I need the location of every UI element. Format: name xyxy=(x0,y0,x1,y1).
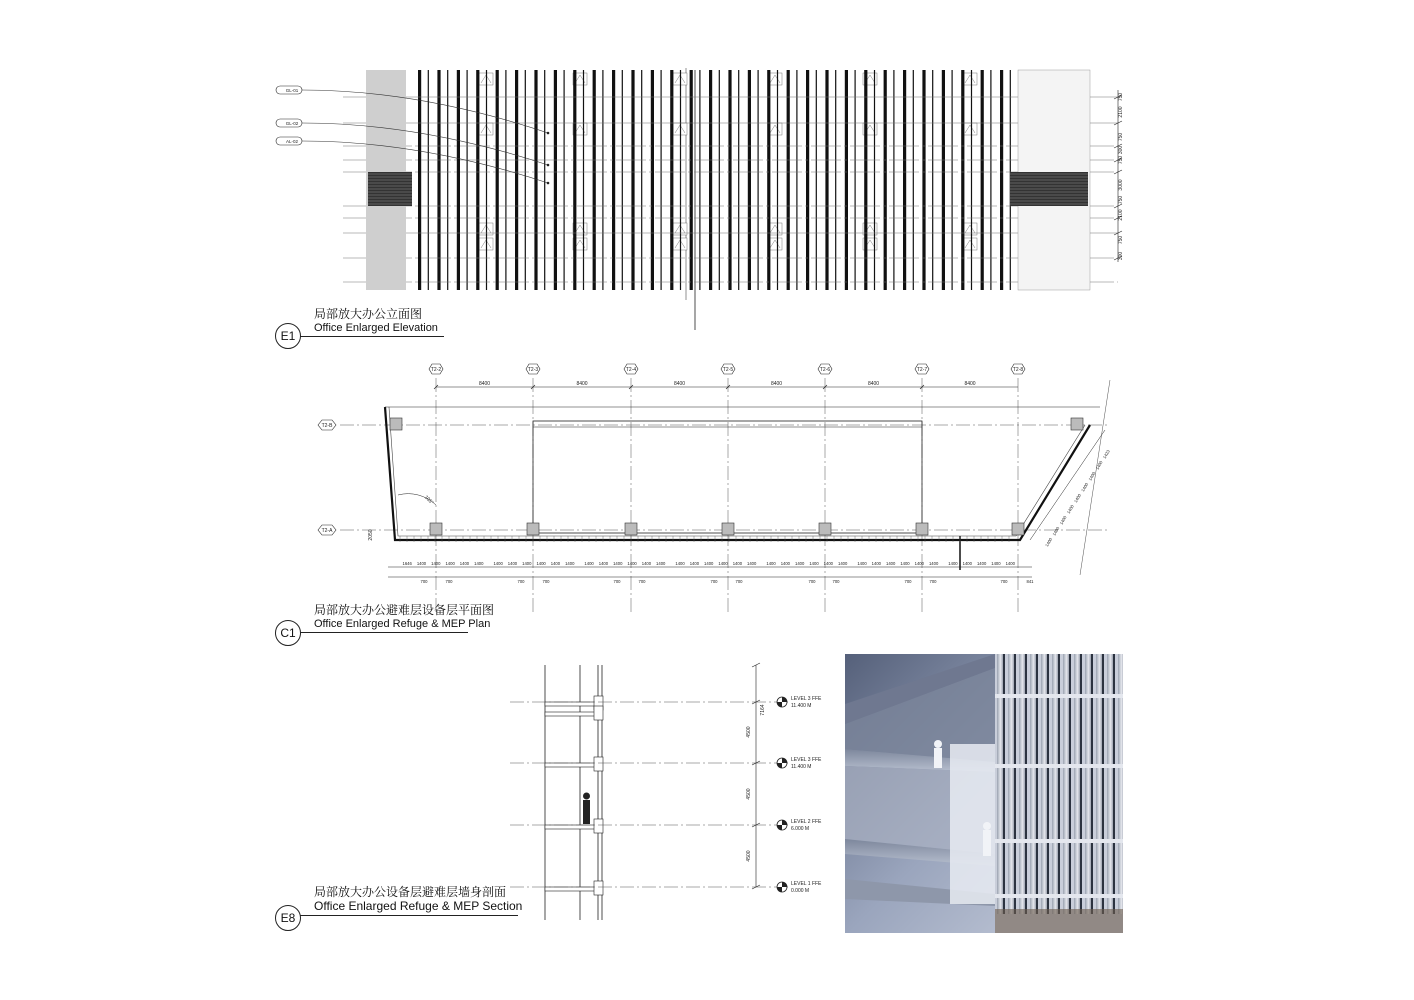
bottom-dim-label: 1400 xyxy=(536,561,546,566)
facade-fin xyxy=(971,70,972,290)
view-title-cn-e8: 局部放大办公设备层避难层墙身剖面 xyxy=(314,885,507,899)
render-facade-fin xyxy=(1041,654,1048,914)
facade-fin xyxy=(437,70,440,290)
bottom-dim-label: 1400 xyxy=(416,561,427,566)
facade-fin xyxy=(728,70,731,290)
grid-bubble-label: T2-6 xyxy=(819,367,831,373)
bottom-dim-label: 1400 xyxy=(837,561,848,566)
facade-fin xyxy=(467,70,468,290)
view-title-rule-e8 xyxy=(300,915,518,916)
elevation-dim-label: 750 xyxy=(1118,195,1124,205)
section-fin-bracket xyxy=(594,706,603,720)
structural-column xyxy=(916,523,928,535)
grid-bubble-label: T2-3 xyxy=(527,367,539,373)
level-elevation: 11.400 M xyxy=(791,764,812,770)
grid-bubble-label: T2-A xyxy=(321,528,333,534)
vent-panel xyxy=(963,238,977,250)
bottom-dim-label-secondary: 700 xyxy=(1000,579,1008,584)
section-human-figure xyxy=(583,800,590,824)
view-title-en-e1: Office Enlarged Elevation xyxy=(314,322,438,334)
bottom-dim-label: 1400 xyxy=(656,561,666,566)
structural-column xyxy=(527,523,539,535)
elevation-dim-label: 300 xyxy=(1118,145,1124,155)
render-facade-fin xyxy=(1074,654,1081,914)
material-tag-leader xyxy=(302,123,548,165)
section-dim-label: 4500 xyxy=(746,726,752,738)
bottom-dim-label: 1400 xyxy=(459,561,470,566)
section-human-figure-head xyxy=(583,793,590,800)
bay-dim-label: 8400 xyxy=(673,381,686,387)
view-title-rule-e1 xyxy=(300,336,444,337)
render-facade-fin xyxy=(1063,654,1070,914)
render-facade-fin xyxy=(1052,654,1059,914)
elevation-dim-label: 300 xyxy=(1118,251,1124,261)
facade-fin xyxy=(486,70,487,290)
material-tag-arrow xyxy=(547,182,550,185)
bottom-dim-label: 1400 xyxy=(718,561,728,566)
facade-fin xyxy=(1000,70,1003,290)
render-fin-shadow xyxy=(1014,654,1016,914)
facade-fin xyxy=(796,70,797,290)
bottom-dim-label: 1400 xyxy=(474,561,484,566)
facade-fin xyxy=(554,70,557,290)
bottom-dim-label: 1400 xyxy=(704,561,714,566)
bottom-dim-label: 1400 xyxy=(689,561,700,566)
facade-fin xyxy=(932,70,933,290)
core-partition xyxy=(533,421,922,533)
facade-fin xyxy=(913,70,914,290)
bottom-dim-label: 1400 xyxy=(522,561,532,566)
vent-panel xyxy=(963,123,977,135)
facade-fin xyxy=(622,70,623,290)
bottom-dim-label: 1400 xyxy=(627,561,637,566)
facade-fin xyxy=(893,70,894,290)
facade-fin xyxy=(670,70,673,290)
facade-fin xyxy=(855,70,856,290)
bottom-dim-label-secondary: 700 xyxy=(710,579,718,584)
facade-fin xyxy=(505,70,506,290)
facade-fin xyxy=(806,70,809,290)
facade-fin xyxy=(719,70,720,290)
bottom-dim-label: 1400 xyxy=(507,561,518,566)
side-dim-label: 1423 xyxy=(1101,448,1111,460)
render-facade-fin xyxy=(1107,654,1114,914)
facade-fin xyxy=(787,70,790,290)
grid-bubble-label: T2-8 xyxy=(1012,367,1024,373)
level-elevation: 6.000 M xyxy=(791,826,810,832)
facade-fin xyxy=(573,70,576,290)
render-facade-fin xyxy=(1019,654,1026,914)
level-name: LEVEL 1 FFE xyxy=(791,881,822,887)
facade-fin xyxy=(476,70,479,290)
facade-fin xyxy=(641,70,642,290)
facade-fin xyxy=(961,70,964,290)
facade-fin xyxy=(515,70,518,290)
bottom-dim-label: 1400 xyxy=(809,561,819,566)
side-dim-label: 1400 xyxy=(1080,481,1090,493)
bottom-dim-label: 1400 xyxy=(795,561,805,566)
facade-fin xyxy=(661,70,662,290)
bottom-dim-label-secondary: 700 xyxy=(929,579,937,584)
view-bubble-e1: E1 xyxy=(275,323,301,349)
view-title-en-c1: Office Enlarged Refuge & MEP Plan xyxy=(314,618,491,630)
structural-column xyxy=(1071,418,1083,430)
view-title-cn-c1: 局部放大办公避难层设备层平面图 xyxy=(314,603,495,617)
section-slab xyxy=(545,702,597,706)
material-tag-label: AL-02 xyxy=(285,139,299,144)
render-slab-edge xyxy=(995,764,1123,768)
bottom-dim-label: 1400 xyxy=(857,561,867,566)
bottom-dim-label: 1400 xyxy=(962,561,972,566)
elevation-dim-label: 3000 xyxy=(1118,179,1124,191)
facade-fin xyxy=(825,70,828,290)
bottom-dim-label: 1400 xyxy=(871,561,881,566)
bottom-dim-label-secondary: 700 xyxy=(638,579,646,584)
facade-fin xyxy=(544,70,545,290)
side-dim-label: 1400 xyxy=(1051,525,1061,537)
structural-column xyxy=(625,523,637,535)
view-bubble-c1: C1 xyxy=(275,620,301,646)
structural-column xyxy=(430,523,442,535)
bottom-dim-label: 1400 xyxy=(445,561,455,566)
facade-fin xyxy=(457,70,460,290)
render-fin-shadow xyxy=(1058,654,1060,914)
bottom-dim-label: 1400 xyxy=(565,561,575,566)
bottom-dim-label-secondary: 700 xyxy=(445,579,453,584)
grid-bubble-label: T2-5 xyxy=(722,367,734,373)
elevation-dim-label: 2100 xyxy=(1118,209,1124,221)
level-name: LEVEL 2 FFE xyxy=(791,819,822,825)
facade-fin xyxy=(942,70,945,290)
facade-fin xyxy=(418,70,421,290)
render-facade-fin xyxy=(1118,654,1123,914)
side-dim-line xyxy=(1080,380,1110,575)
facade-fin xyxy=(922,70,925,290)
render-fin-shadow xyxy=(1091,654,1093,914)
view-title-en-e8: Office Enlarged Refuge & MEP Section xyxy=(314,899,523,913)
facade-fin xyxy=(903,70,906,290)
bottom-dim-label: 1400 xyxy=(747,561,757,566)
level-name: LEVEL 3 FFE xyxy=(791,696,822,702)
elevation-dim-label: 750 xyxy=(1118,132,1124,142)
bottom-dim-label: 1400 xyxy=(928,561,939,566)
facade-fin xyxy=(699,70,700,290)
section-slab xyxy=(545,887,597,891)
facade-fin xyxy=(709,70,712,290)
facade-fin xyxy=(767,70,770,290)
side-dim-label: 1400 xyxy=(1094,459,1104,471)
facade-fin xyxy=(564,70,565,290)
structural-column xyxy=(390,418,402,430)
grid-bubble-label: T2-4 xyxy=(625,367,637,373)
view-bubble-e8: E8 xyxy=(275,905,301,931)
facade-fin xyxy=(874,70,875,290)
facade-fin xyxy=(428,70,429,290)
section-dim-label: 4500 xyxy=(746,788,752,800)
facade-fin xyxy=(602,70,603,290)
render-facade-fin xyxy=(1030,654,1037,914)
facade-fin xyxy=(777,70,778,290)
facade-fin xyxy=(496,70,499,290)
render-facade-fin xyxy=(1096,654,1103,914)
grid-bubble-label: T2-B xyxy=(321,423,333,429)
section-slab xyxy=(545,712,597,716)
bottom-dim-label-secondary: 700 xyxy=(735,579,743,584)
bottom-dim-label: 1646 xyxy=(402,561,412,566)
render-fin-shadow xyxy=(1003,654,1005,914)
facade-fin xyxy=(845,70,848,290)
bottom-dim-label: 1400 xyxy=(766,561,776,566)
render-fin-shadow xyxy=(1069,654,1071,914)
bottom-dim-label: 1400 xyxy=(641,561,652,566)
facade-fin xyxy=(612,70,615,290)
angle-label: 105° xyxy=(422,494,435,507)
section-slab xyxy=(545,825,597,829)
structural-column xyxy=(819,523,831,535)
section-dim-label: 7164 xyxy=(760,704,766,716)
grid-bubble-label: T2-7 xyxy=(916,367,928,373)
level-elevation: 0.000 M xyxy=(791,888,810,894)
bottom-dim-label-secondary: 700 xyxy=(420,579,428,584)
bay-dim-label: 8400 xyxy=(964,381,976,387)
render-fin-shadow xyxy=(1102,654,1104,914)
render-fin-shadow xyxy=(1080,654,1082,914)
bottom-dim-label-secondary: 700 xyxy=(832,579,840,584)
render-slab-edge xyxy=(995,694,1123,698)
bay-dim-label: 8400 xyxy=(478,381,491,387)
side-dim-label: 1400 xyxy=(1058,514,1068,526)
view-title-cn-e1: 局部放大办公立面图 xyxy=(314,307,423,321)
left-dim-label: 2050 xyxy=(368,529,374,541)
bottom-dim-label-secondary: 841 xyxy=(1026,579,1034,584)
facade-fin xyxy=(447,70,448,290)
elevation-dim-label: 750 xyxy=(1118,155,1124,165)
facade-fin xyxy=(690,70,693,290)
material-tag-leader xyxy=(302,90,548,133)
section-fin-bracket xyxy=(594,819,603,833)
material-tag-arrow xyxy=(547,132,550,135)
render-facade-fin xyxy=(1008,654,1015,914)
material-tag-label: GL-02 xyxy=(285,121,299,126)
section-fin-bracket xyxy=(594,881,603,895)
facade-fin xyxy=(534,70,537,290)
bottom-dim-label: 1400 xyxy=(780,561,791,566)
facade-fin xyxy=(864,70,867,290)
bottom-dim-label: 1400 xyxy=(885,561,896,566)
facade-fin xyxy=(680,70,681,290)
render-fin-shadow xyxy=(1036,654,1038,914)
render-fin-shadow xyxy=(1113,654,1115,914)
office-enlarged-elevation-drawing xyxy=(0,0,1414,340)
office-enlarged-refuge-mep-plan-drawing xyxy=(0,355,1414,620)
facade-render-image xyxy=(845,654,1123,933)
section-dim-label: 4500 xyxy=(746,850,752,862)
elevation-dim-label: 2100 xyxy=(1118,106,1124,118)
side-dim-label: 1400 xyxy=(1065,503,1075,515)
facade-fin xyxy=(631,70,634,290)
bottom-dim-label-secondary: 700 xyxy=(542,579,550,584)
side-dim-label: 1400 xyxy=(1087,470,1097,482)
bottom-dim-label-secondary: 700 xyxy=(808,579,816,584)
render-facade-fin xyxy=(997,654,1004,914)
bottom-dim-label: 1400 xyxy=(914,561,924,566)
bottom-dim-label: 1400 xyxy=(976,561,987,566)
material-tag-arrow xyxy=(547,164,550,167)
bottom-dim-label: 1400 xyxy=(584,561,594,566)
facade-fin xyxy=(748,70,751,290)
side-dim-label: 1400 xyxy=(1073,492,1082,504)
bottom-dim-label: 1400 xyxy=(1005,561,1015,566)
level-elevation: 11.400 M xyxy=(791,703,812,709)
elevation-dim-label: 750 xyxy=(1118,92,1124,102)
grid-bubble-label: T2-2 xyxy=(430,367,442,373)
render-facade-fin xyxy=(1085,654,1092,914)
facade-fin xyxy=(593,70,596,290)
facade-fin xyxy=(525,70,526,290)
bottom-dim-label-secondary: 700 xyxy=(517,579,525,584)
bay-dim-label: 8400 xyxy=(770,381,783,387)
facade-fin xyxy=(835,70,836,290)
material-tag-label: GL-01 xyxy=(285,88,299,93)
vent-panel xyxy=(963,73,977,85)
structural-column xyxy=(722,523,734,535)
bottom-dim-label: 1400 xyxy=(550,561,561,566)
facade-fin xyxy=(884,70,887,290)
facade-fin xyxy=(583,70,584,290)
render-fin-shadow xyxy=(1047,654,1049,914)
bottom-dim-label-secondary: 700 xyxy=(904,579,912,584)
bottom-dim-label: 1400 xyxy=(991,561,1001,566)
facade-fin xyxy=(816,70,817,290)
bottom-dim-label: 1400 xyxy=(431,561,441,566)
bottom-dim-label: 1400 xyxy=(613,561,623,566)
render-fin-shadow xyxy=(1025,654,1027,914)
bottom-dim-label: 1400 xyxy=(732,561,743,566)
level-name: LEVEL 3 FFE xyxy=(791,757,822,763)
side-dim-label: 1400 xyxy=(1044,536,1054,548)
elevation-dim-label: 750 xyxy=(1118,235,1124,245)
bottom-dim-label: 1400 xyxy=(598,561,609,566)
facade-fin xyxy=(738,70,739,290)
section-fin-bracket xyxy=(594,757,603,771)
bay-dim-label: 8400 xyxy=(867,381,880,387)
render-slab-edge xyxy=(995,894,1123,898)
bottom-dim-label-secondary: 700 xyxy=(613,579,621,584)
bottom-dim-label: 1400 xyxy=(823,561,833,566)
facade-fin xyxy=(990,70,991,290)
bottom-dim-label: 1400 xyxy=(900,561,910,566)
material-tag-leader xyxy=(302,141,548,183)
facade-fin xyxy=(651,70,654,290)
facade-fin xyxy=(981,70,984,290)
facade-fin xyxy=(758,70,759,290)
view-title-rule-c1 xyxy=(300,632,468,633)
structural-column xyxy=(1012,523,1024,535)
bottom-dim-label: 1400 xyxy=(675,561,685,566)
facade-fin xyxy=(952,70,953,290)
section-slab xyxy=(545,763,597,767)
floor-plate-inner-edge xyxy=(389,407,1085,536)
bay-dim-label: 8400 xyxy=(576,381,588,387)
bottom-dim-label: 1400 xyxy=(948,561,958,566)
render-slab-edge xyxy=(995,839,1123,843)
bottom-dim-label: 1400 xyxy=(493,561,503,566)
